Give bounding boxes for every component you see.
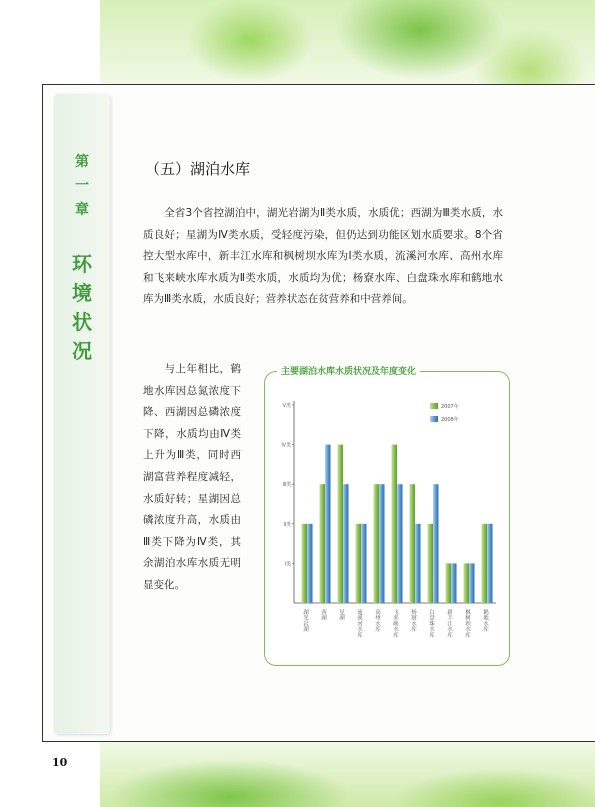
bar (428, 524, 434, 603)
page-number: 10 (52, 756, 68, 769)
water-quality-chart (270, 385, 504, 660)
x-category-label: 杨寮水库 (410, 609, 416, 633)
x-category-label: 飞来峡水库 (392, 609, 398, 638)
legend-swatch (430, 403, 438, 409)
bar (446, 563, 452, 603)
y-tick-label: Ⅰ类 (284, 561, 291, 568)
y-tick-label: Ⅲ类 (282, 482, 291, 489)
y-tick-label: Ⅱ类 (283, 521, 291, 528)
main-paragraph-text: 全省3个省控湖泊中，湖光岩湖为Ⅱ类水质，水质优；西湖为Ⅲ类水质，水质良好；星湖为Ⅳ类水质，受轻度污染，但仍达到功能区划水质要求。8个省控大型水库中，新丰江水库和枫树坝水库为Ⅰ类水质，流溪河水库、高州水库和飞来峡水库水质为Ⅱ类水质，水质均为优；杨寮水库、白盘珠水库和鹤地水库为Ⅲ类水质，水质良好；营养状态在贫营养和中营养间。 (143, 207, 503, 306)
x-category-label: 湖光岩湖 (302, 609, 308, 633)
bar (338, 445, 344, 603)
bar (433, 484, 439, 603)
bar (307, 524, 313, 603)
x-category-label: 新丰江水库 (446, 609, 452, 638)
bar (487, 524, 493, 603)
bar (379, 484, 385, 603)
bar (374, 484, 380, 603)
bar (302, 524, 308, 603)
chart-title: 主要湖泊水库水质状况及年度变化 (277, 364, 420, 377)
chapter-title-text: 环境状况 (72, 252, 92, 363)
x-category-label: 白盘珠水库 (428, 609, 434, 638)
bar (410, 484, 416, 603)
x-category-label: 星湖 (338, 609, 344, 621)
leaf-photo-bottom (100, 742, 595, 807)
bar (464, 563, 470, 603)
bar (397, 484, 403, 603)
chapter-number-text: 第一章 (75, 154, 89, 218)
bar (343, 484, 349, 603)
main-paragraph (143, 203, 503, 311)
bar (451, 563, 457, 603)
side-paragraph (143, 359, 241, 597)
x-category-label: 流溪河水库 (356, 609, 362, 638)
x-category-label: 西湖 (320, 609, 326, 621)
chapter-title (54, 250, 110, 366)
legend-swatch (430, 416, 438, 422)
bar (392, 445, 398, 603)
x-category-label: 鹤地水库 (482, 609, 488, 633)
bar (356, 524, 362, 603)
side-paragraph-text: 与上年相比，鹤地水库因总氮浓度下降、西湖因总磷浓度下降，水质均由Ⅳ类上升为Ⅲ类，同时西湖富营养程度减轻，水质好转；星湖因总磷浓度升高，水质由Ⅲ类下降为Ⅳ类，其余湖泊水库水质无明显变化。 (143, 363, 241, 591)
bar (415, 524, 421, 603)
bar (320, 484, 326, 603)
legend-label: 2008年 (441, 417, 459, 423)
bar (325, 445, 331, 603)
x-category-label: 高州水库 (374, 609, 380, 633)
bar (482, 524, 488, 603)
y-tick-label: Ⅳ类 (281, 442, 291, 449)
y-tick-label: Ⅴ类 (282, 403, 291, 409)
x-category-label: 枫树坝水库 (464, 609, 470, 638)
chapter-number (54, 150, 110, 222)
bar (361, 524, 367, 603)
section-title: （五）湖泊水库 (145, 160, 251, 178)
legend-label: 2007年 (441, 404, 459, 410)
bar (469, 563, 475, 603)
